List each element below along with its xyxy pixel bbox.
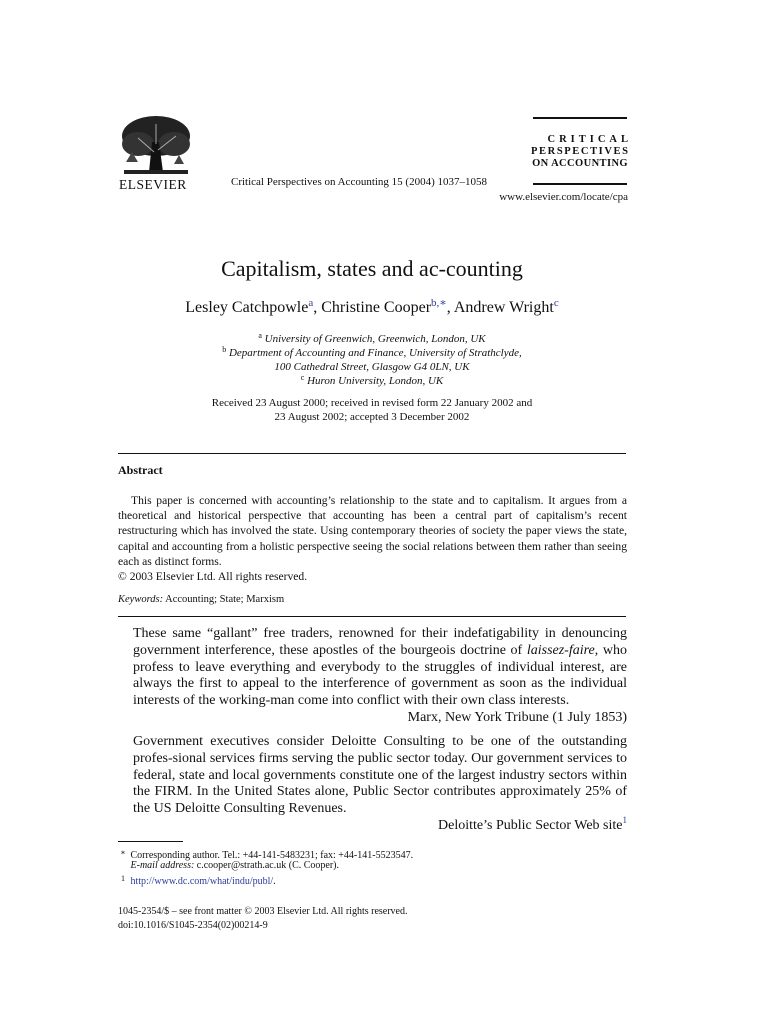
quote-attribution: Marx, New York Tribune (1 July 1853): [407, 709, 627, 725]
author-separator: ,: [446, 299, 454, 316]
footnote-email: [118, 859, 627, 872]
author-affiliation-mark[interactable]: b,∗: [431, 297, 447, 309]
journal-reference: Critical Perspectives on Accounting 15 (2004) 1037–1058: [231, 176, 488, 188]
issn-line: 1045-2354/$ – see front matter © 2003 Elsevier Ltd. All rights reserved.: [118, 906, 408, 917]
footnote-text: Corresponding author. Tel.: +44-141-5483231; fax: +44-141-5523547.: [130, 850, 414, 861]
abstract-heading: Abstract: [118, 463, 163, 477]
affiliations: [0, 332, 744, 388]
received-line: Received 23 August 2000; received in revised form 22 January 2002 and: [211, 397, 533, 409]
author-affiliation-mark[interactable]: a: [308, 297, 314, 309]
affiliation-line: [0, 346, 744, 360]
epigraph-quote: [133, 734, 627, 835]
author-affiliation-mark[interactable]: c: [553, 297, 559, 309]
affiliation-line: [0, 360, 744, 374]
author-list: [0, 299, 744, 317]
author-name: Andrew Wright: [453, 299, 554, 316]
footnote-url-link[interactable]: http://www.dc.com/what/indu/publ/: [130, 876, 274, 887]
footnote-mark: ∗: [120, 848, 126, 857]
epigraph-quote: [133, 626, 627, 727]
journal-logo-top-rule: [533, 117, 627, 119]
affiliation-mark: c: [300, 373, 305, 382]
abstract-text: This paper is concerned with accounting’s relationship to the state and to capitalism. It argues from a theoretical and historical perspective that accounting has been a central part of capitalism’s recent restructuring which has involved the state. Using contemporary theories of society the paper views the state, capital and accounting from a holistic perspective seeing the social relations between them rather than seeing each as distinct forms.: [118, 494, 627, 568]
journal-logo: [500, 134, 632, 170]
author-name: Christine Cooper: [321, 299, 432, 316]
email-address[interactable]: c.cooper@strath.ac.uk (C. Cooper).: [196, 860, 340, 871]
quote-text: Government executives consider Deloitte Consulting to be one of the outstanding profes-sional services firms serving the public sector today. Our government services to federal, state and local governments constitute one of the largest industry sectors within the FIRM. In the United States alone, Public Sector contributes approximately 25% of the US Deloitte Consulting Revenues.: [133, 734, 627, 817]
email-label: E-mail address:: [130, 860, 195, 871]
keywords: [118, 594, 284, 605]
affiliation-text: University of Greenwich, Greenwich, London, UK: [264, 333, 486, 345]
author-name: Lesley Catchpowle: [185, 299, 309, 316]
affiliation-line: [0, 332, 744, 346]
abstract-top-rule: [118, 453, 626, 454]
affiliation-line: [0, 374, 744, 388]
abstract-body: [118, 493, 627, 584]
affiliation-text: Huron University, London, UK: [307, 375, 444, 387]
author-separator: ,: [313, 299, 322, 316]
received-line: 23 August 2002; accepted 3 December 2002: [274, 411, 470, 423]
affiliation-mark: b: [222, 345, 227, 354]
journal-logo-bottom-rule: [533, 183, 627, 185]
keywords-text: Accounting; State; Marxism: [165, 594, 285, 605]
footnote-link: 1 http://www.dc.com/what/indu/publ/.: [118, 872, 627, 888]
quote-attribution: Deloitte’s Public Sector Web site$^1$: [438, 814, 627, 833]
footnote-mark: 1: [121, 874, 125, 883]
footnote-rule: [118, 841, 183, 842]
abstract-copyright: © 2003 Elsevier Ltd. All rights reserved.: [118, 570, 308, 584]
journal-url[interactable]: www.elsevier.com/locate/cpa: [499, 191, 628, 203]
article-title: Capitalism, states and ac-counting: [221, 256, 523, 281]
quote-text: These same “gallant” free traders, renowned for their indefatigability in denouncing government interference, these apostles of the bourgeois doctrine of laissez-faire, who profess to leave everything and everybody to the struggles of individual interest, are always the first to appeal to the interference of government as soon as the individual interests of the working-man come into conflict with their own class interests.: [133, 626, 627, 709]
journal-logo-line-2: PERSPECTIVES: [531, 146, 630, 157]
affiliation-text: Department of Accounting and Finance, University of Strathclyde,: [228, 347, 522, 359]
quote-italic: laissez-faire: [526, 642, 595, 658]
affiliation-mark: a: [258, 331, 262, 340]
publisher-name: ELSEVIER: [119, 177, 187, 192]
footnote-ref-mark[interactable]: 1: [622, 814, 627, 825]
abstract-bottom-rule: [118, 616, 626, 617]
front-matter-info: [118, 905, 407, 933]
keywords-label: Keywords:: [118, 594, 164, 605]
affiliation-text: 100 Cathedral Street, Glasgow G4 0LN, UK: [274, 361, 470, 373]
doi-line[interactable]: doi:10.1016/S1045-2354(02)00214-9: [118, 920, 268, 931]
journal-logo-line-1: CRITICAL: [547, 134, 632, 145]
journal-logo-line-3: ON ACCOUNTING: [532, 158, 628, 169]
received-dates: [0, 396, 744, 424]
